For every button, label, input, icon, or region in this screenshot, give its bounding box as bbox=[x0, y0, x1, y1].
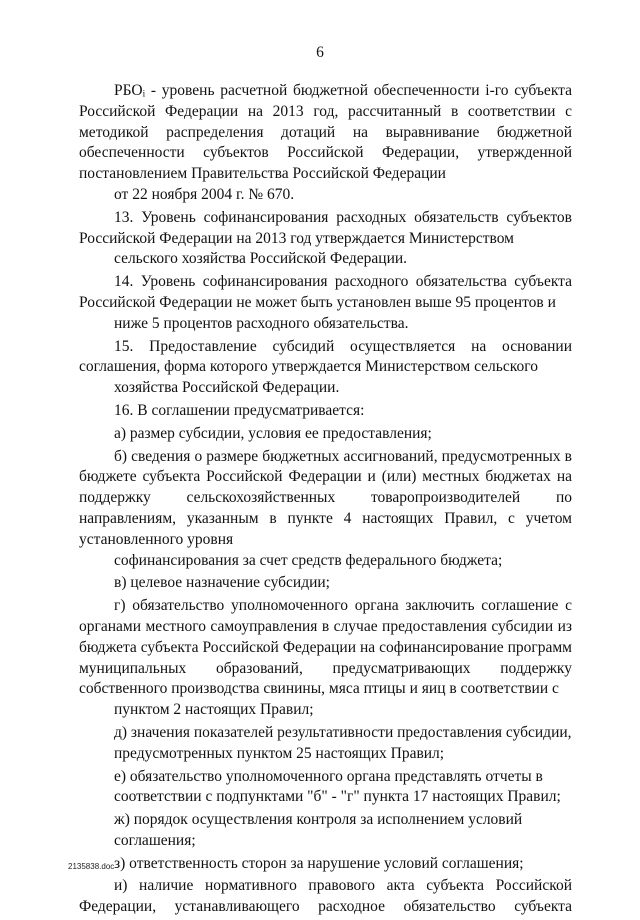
paragraph-text: б) сведения о размере бюджетных ассигнований, предусмотренных в бюджете субъекта Российской Федерации и (или) местных бюджетах на поддержку сельскохозяйственных товаропроизводителей по направлениям, указанным в пункте 4 настоящих Правил, с учетом установленного уровня bbox=[79, 447, 572, 548]
document-body bbox=[79, 81, 572, 920]
paragraph-13 bbox=[79, 208, 572, 270]
footer-filename: 2135838.doc bbox=[68, 862, 115, 871]
paragraph-text: 13. Уровень софинансирования расходных обязательств субъектов Российской Федерации на 2013 год утверждается Министерством bbox=[79, 208, 572, 247]
paragraph-text: 14. Уровень софинансирования расходного обязательства субъекта Российской Федерации не может быть установлен выше 95 процентов и bbox=[79, 273, 572, 311]
paragraph-a bbox=[79, 424, 572, 445]
paragraph-zh bbox=[79, 810, 572, 852]
paragraph-i bbox=[79, 876, 572, 918]
paragraph-last-line: ниже 5 процентов расходного обязательства. bbox=[114, 314, 409, 332]
paragraph-last-line: соответствии с подпунктами "б" - "г" пункта 17 настоящих Правил; bbox=[114, 788, 561, 806]
paragraph-text: и) наличие нормативного правового акта субъекта Российской Федерации, устанавливающего расходное обязательство субъекта bbox=[79, 877, 572, 916]
paragraph-text: 15. Предоставление субсидий осуществляется на основании соглашения, форма которого утверждается Министерством сельского bbox=[79, 337, 572, 376]
paragraph-text: з) ответственность сторон за нарушение условий соглашения; bbox=[114, 854, 524, 872]
paragraph-text: е) обязательство уполномоченного органа представлять отчеты в bbox=[114, 767, 543, 785]
paragraph-last-line: хозяйства Российской Федерации. bbox=[114, 379, 340, 397]
paragraph-last-line: сельского хозяйства Российской Федерации. bbox=[114, 250, 408, 268]
paragraph-last-line: от 22 ноября 2004 г. № 670. bbox=[114, 185, 295, 203]
paragraph-g bbox=[79, 596, 572, 721]
paragraph-text: в) целевое назначение субсидии; bbox=[114, 574, 330, 592]
paragraph-text: г) обязательство уполномоченного органа заключить соглашение с органами местного самоуправления в случае предоставления субсидии из бюджета субъекта Российской Федерации на софинансирование программ муниципальных образований, предусматривающих поддержку собственного производства свинины, мяса птицы и яиц в соответствии с bbox=[79, 597, 572, 698]
paragraph-text: ж) порядок осуществления контроля за исполнением условий bbox=[114, 811, 523, 829]
paragraph-text: д) значения показателей результативности предоставления субсидии, bbox=[114, 723, 572, 741]
paragraph-e bbox=[79, 767, 572, 809]
paragraph-last-line: пунктом 2 настоящих Правил; bbox=[114, 701, 314, 719]
paragraph-rbo bbox=[79, 81, 572, 206]
paragraph-d bbox=[79, 723, 572, 765]
paragraph-last-line: соглашения; bbox=[114, 831, 196, 849]
paragraph-v bbox=[79, 573, 572, 594]
paragraph-text: РБОᵢ - уровень расчетной бюджетной обеспеченности i-го субъекта Российской Федерации на 2013 год, рассчитанный в соответствии с методикой распределения дотаций на выравнивание бюджетной обеспеченности субъектов Российской Федерации, утвержденной постановлением Правительства Российской Федерации bbox=[79, 82, 572, 183]
paragraph-b bbox=[79, 447, 572, 572]
paragraph-z bbox=[79, 854, 572, 875]
page-number: 6 bbox=[316, 44, 324, 61]
paragraph-last-line: софинансирования за счет средств федерального бюджета; bbox=[114, 551, 503, 569]
paragraph-last-line: предусмотренных пунктом 25 настоящих Правил; bbox=[114, 744, 445, 762]
paragraph-14 bbox=[79, 272, 572, 334]
paragraph-16 bbox=[79, 401, 572, 422]
paragraph-text: а) размер субсидии, условия ее предоставления; bbox=[114, 424, 432, 442]
paragraph-text: 16. В соглашении предусматривается: bbox=[114, 401, 365, 419]
paragraph-15 bbox=[79, 337, 572, 399]
